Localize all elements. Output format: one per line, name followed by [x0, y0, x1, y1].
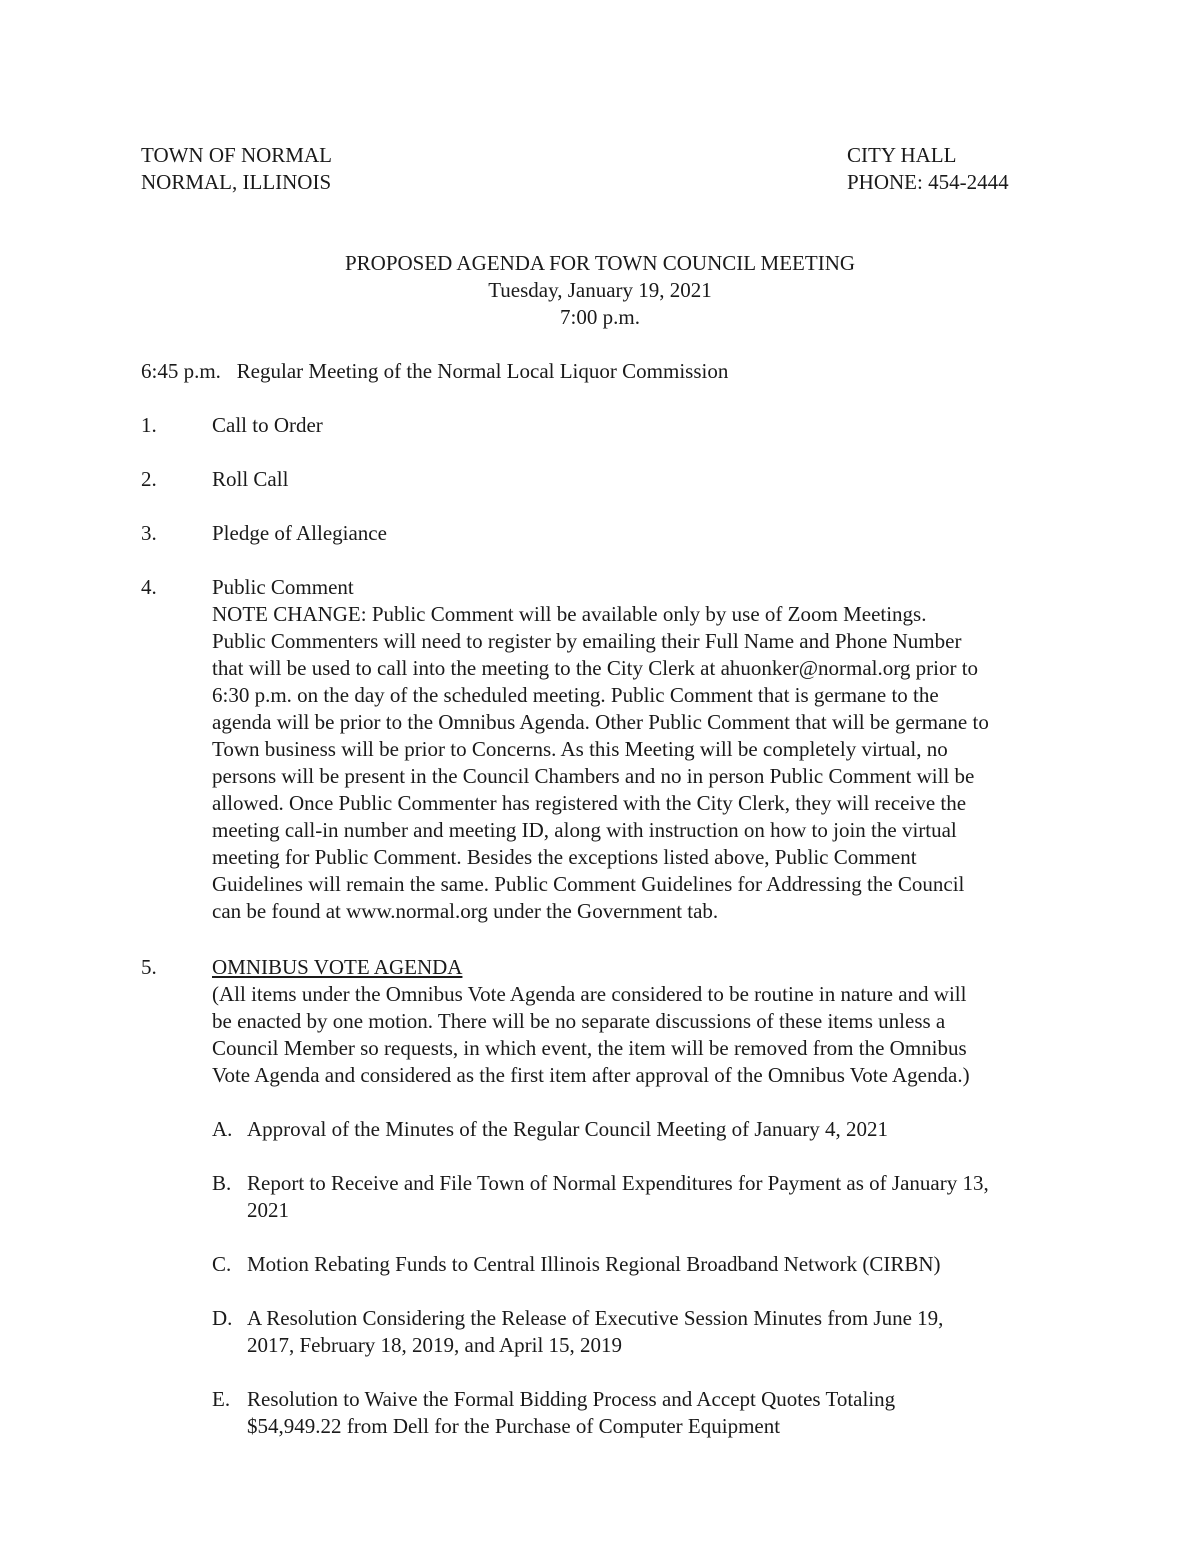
subitem-text: 2017, February 18, 2019, and April 15, 2019 [247, 1333, 623, 1357]
agenda-item-number: 5. [141, 955, 157, 979]
header-right-block [847, 142, 1009, 196]
subitem-letter: A. [212, 1117, 233, 1141]
subitem-letter: E. [212, 1387, 231, 1411]
agenda-item-title: Public Comment [212, 575, 354, 599]
public-comment-line: agenda will be prior to the Omnibus Agenda. Other Public Comment that will be germane to [212, 710, 989, 734]
agenda-item-number: 1. [141, 413, 157, 437]
omnibus-description-line: Vote Agenda and considered as the first item after approval of the Omnibus Vote Agenda.) [212, 1063, 970, 1087]
public-comment-line: Public Commenters will need to register by emailing their Full Name and Phone Number [212, 629, 962, 653]
agenda-item-number: 2. [141, 467, 157, 491]
liquor-commission-line [141, 358, 728, 385]
public-comment-line: meeting for Public Comment. Besides the exceptions listed above, Public Comment [212, 845, 917, 869]
meeting-date: Tuesday, January 19, 2021 [488, 278, 712, 302]
public-comment-line: can be found at www.normal.org under the Government tab. [212, 899, 719, 923]
subitem-text: Resolution to Waive the Formal Bidding Process and Accept Quotes Totaling [247, 1387, 896, 1411]
header-phone: PHONE: 454-2444 [847, 170, 1009, 194]
subitem-text: Report to Receive and File Town of Normal Expenditures for Payment as of January 13, [247, 1171, 989, 1195]
agenda-item-title: Call to Order [212, 413, 323, 437]
liquor-commission-text: Regular Meeting of the Normal Local Liquor Commission [236, 359, 729, 383]
header-town-location: NORMAL, ILLINOIS [141, 170, 332, 194]
public-comment-line: meeting call-in number and meeting ID, along with instruction on how to join the virtual [212, 818, 957, 842]
liquor-commission-time: 6:45 p.m. [141, 359, 221, 383]
public-comment-line: allowed. Once Public Commenter has registered with the City Clerk, they will receive the [212, 791, 967, 815]
subitem-text: $54,949.22 from Dell for the Purchase of Computer Equipment [247, 1414, 781, 1438]
omnibus-description-line: Council Member so requests, in which event, the item will be removed from the Omnibus [212, 1036, 967, 1060]
meeting-time: 7:00 p.m. [560, 305, 640, 329]
agenda-title-block [0, 250, 1200, 331]
public-comment-line: persons will be present in the Council Chambers and no in person Public Comment will be [212, 764, 975, 788]
subitem-text: A Resolution Considering the Release of Executive Session Minutes from June 19, [247, 1306, 944, 1330]
agenda-item-number: 3. [141, 521, 157, 545]
omnibus-heading: OMNIBUS VOTE AGENDA [212, 955, 463, 979]
header-town-name: TOWN OF NORMAL [141, 143, 332, 167]
public-comment-line: that will be used to call into the meeting to the City Clerk at ahuonker@normal.org prior to [212, 656, 979, 680]
public-comment-line: Town business will be prior to Concerns. As this Meeting will be completely virtual, no [212, 737, 948, 761]
subitem-letter: C. [212, 1252, 232, 1276]
header-left-block [141, 142, 332, 196]
omnibus-description-line: (All items under the Omnibus Vote Agenda are considered to be routine in nature and will [212, 982, 967, 1006]
header-city-hall: CITY HALL [847, 143, 957, 167]
public-comment-line: 6:30 p.m. on the day of the scheduled meeting. Public Comment that is germane to the [212, 683, 939, 707]
agenda-item-number: 4. [141, 575, 157, 599]
agenda-item-title: Roll Call [212, 467, 289, 491]
public-comment-line: Guidelines will remain the same. Public Comment Guidelines for Addressing the Council [212, 872, 965, 896]
agenda-item-title: Pledge of Allegiance [212, 521, 387, 545]
public-comment-line: NOTE CHANGE: Public Comment will be available only by use of Zoom Meetings. [212, 602, 927, 626]
subitem-text: 2021 [247, 1198, 289, 1222]
agenda-heading: PROPOSED AGENDA FOR TOWN COUNCIL MEETING [344, 251, 856, 275]
subitem-letter: D. [212, 1306, 233, 1330]
subitem-text: Approval of the Minutes of the Regular Council Meeting of January 4, 2021 [247, 1117, 888, 1141]
subitem-text: Motion Rebating Funds to Central Illinois Regional Broadband Network (CIRBN) [247, 1252, 941, 1276]
omnibus-description-line: be enacted by one motion. There will be no separate discussions of these items unless a [212, 1009, 946, 1033]
subitem-letter: B. [212, 1171, 232, 1195]
